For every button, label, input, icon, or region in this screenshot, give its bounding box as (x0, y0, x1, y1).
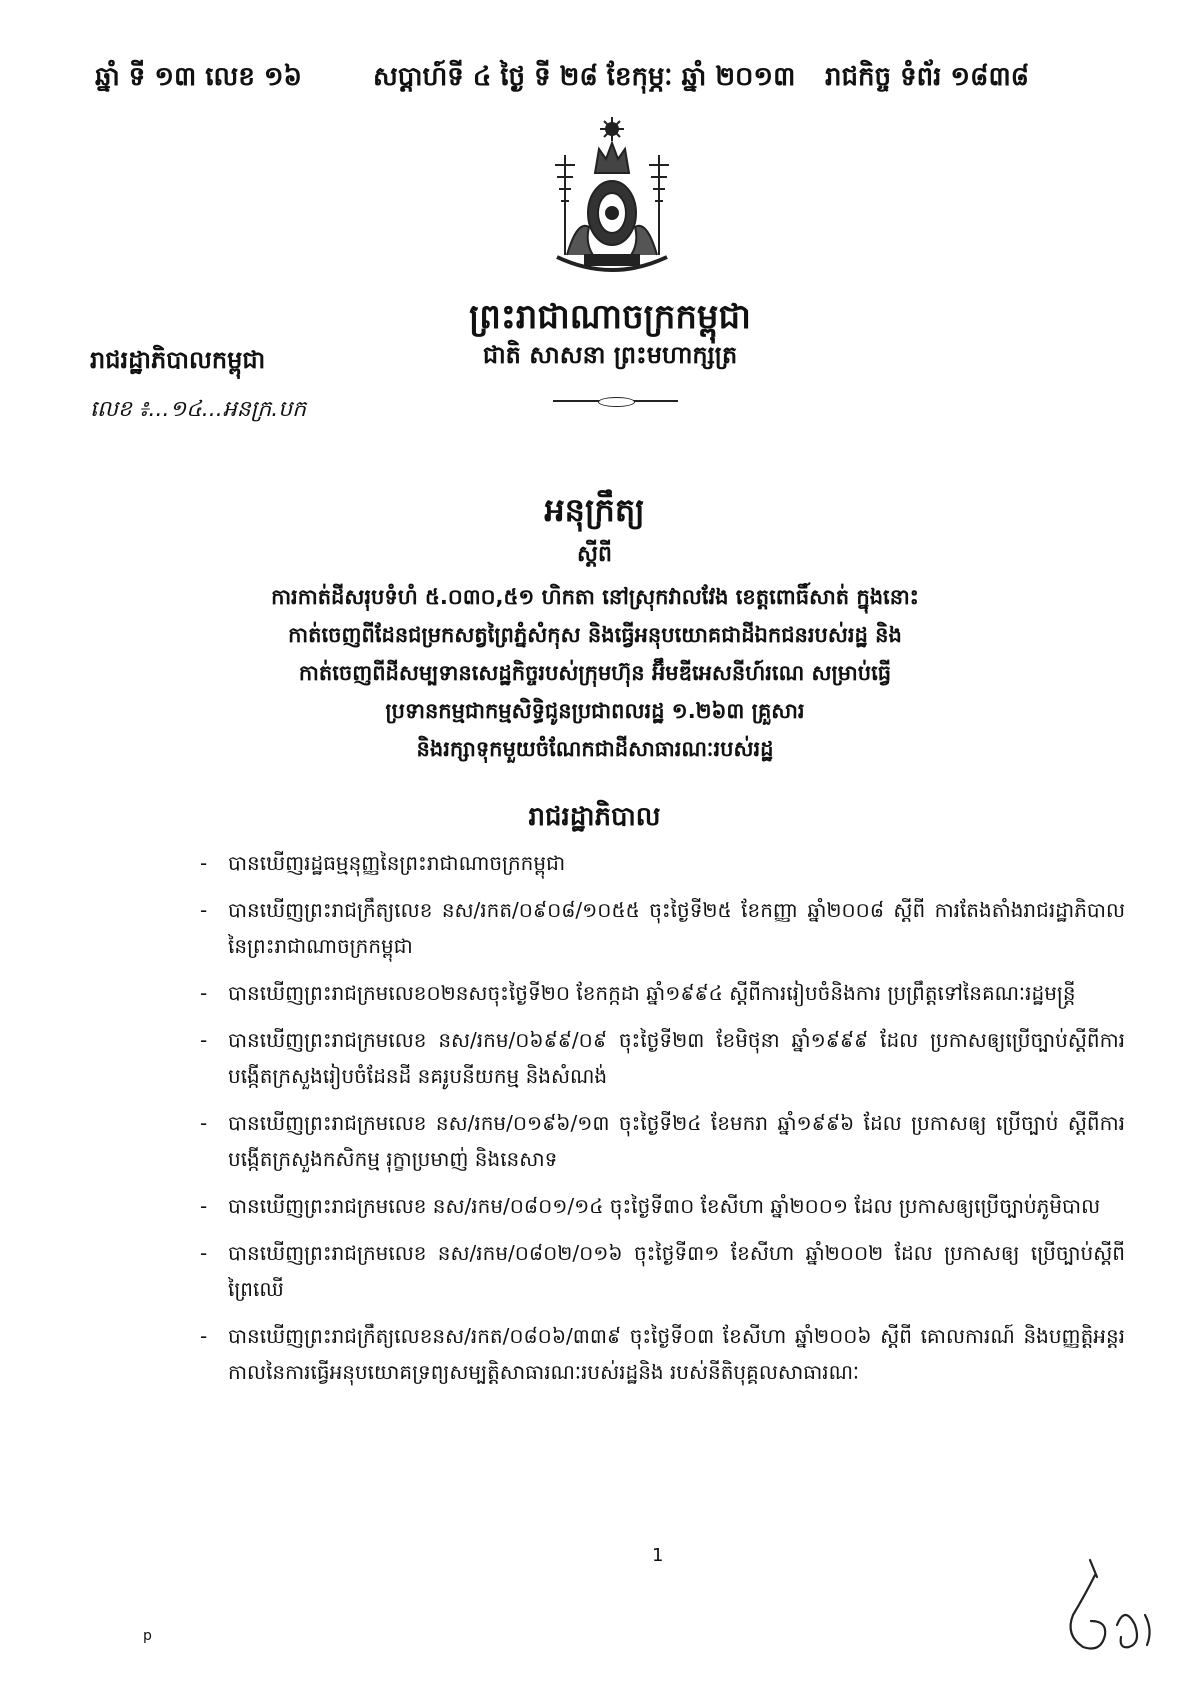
clause-text: បានឃើញព្រះរាជក្រមលេខ នស/រកម/០៨០១/១៤ ចុះថ្ងៃទី៣០ ខែសីហា ឆ្នាំ២០០១ ដែល ប្រកាសឲ្យប្រើច្បាប់ភូមិបាល (228, 1194, 1101, 1218)
national-motto: ជាតិ សាសនា ព្រះមហាក្សត្រ (482, 341, 738, 369)
gazette-header (95, 60, 1095, 100)
clause-text: បានឃើញព្រះរាជក្រឹត្យលេខនស/រកត/០៨០៦/៣៣៩ ចុះថ្ងៃទី០៣ ខែសីហា ឆ្នាំ២០០៦ ស្តីពី គោលការណ៍ និងបញ្ញត្តិអន្តរកាលនៃការធ្វើអនុបយោគទ្រព្យសម្បត្តិសាធារណៈរបស់រដ្ឋនិង របស់នីតិបុគ្គលសាធារណៈ (228, 1324, 1125, 1384)
clause-text: បានឃើញព្រះរាជក្រមលេខ នស/រកម/០៨០២/០១៦ ចុះថ្ងៃទី៣១ ខែសីហា ឆ្នាំ២០០២ ដែល ប្រកាសឲ្យ ប្រើច្បាប់ស្តីពីព្រៃឈើ (228, 1241, 1125, 1301)
list-item (200, 1318, 1125, 1390)
title-line: និងរក្សាទុកមួយចំណែកជាដីសាធារណៈរបស់រដ្ឋ (416, 737, 774, 761)
title-line: ការកាត់ដីសរុបទំហំ ៥.០៣០,៥១ ហិកតា នៅស្រុកវាលវែង ខេត្តពោធិ៍សាត់ ក្នុងនោះ (271, 585, 919, 609)
issuing-government: រាជរដ្ឋាភិបាលកម្ពុជា (90, 346, 266, 374)
document-reference-number: លេខ ៖...១៤...អនក្រ.បក (90, 397, 307, 422)
list-item (200, 975, 1125, 1011)
list-item (200, 1022, 1125, 1094)
list-item (200, 1235, 1125, 1307)
document-type-heading: អនុក្រឹត្យ (544, 491, 645, 529)
dash-marker: - (200, 1028, 208, 1052)
dash-marker: - (200, 1324, 208, 1348)
dash-marker: - (200, 1241, 208, 1265)
list-item (200, 1188, 1125, 1224)
gazette-issue: ឆ្នាំ ទី ១៣ លេខ ១៦ (95, 62, 302, 92)
preamble-clauses (200, 845, 1125, 1401)
list-item (200, 892, 1125, 964)
royal-coat-of-arms-icon (537, 115, 687, 285)
clause-text: បានឃើញព្រះរាជក្រមលេខ នស/រកម/០១៩៦/១៣ ចុះថ្ងៃទី២៤ ខែមករា ឆ្នាំ១៩៩៦ ដែល ប្រកាសឲ្យ ប្រើច្បាប់ ស្តីពីការបង្កើតក្រសួងកសិកម្ម រុក្ខាប្រមាញ់ និងនេសាទ (228, 1111, 1125, 1171)
title-line: កាត់ចេញពីដីសម្បទានសេដ្ឋកិច្ចរបស់ក្រុមហ៊ុន អ៊ឹមឌីអេសនីហ៍រណេ សម្រាប់ធ្វើ (298, 661, 892, 685)
document-title (190, 578, 1000, 768)
list-item (200, 845, 1125, 881)
title-line: ប្រទានកម្មជាកម្មសិទ្ធិជូនប្រជាពលរដ្ឋ ១.២៦៣ គ្រួសារ (385, 699, 805, 723)
government-heading: រាជរដ្ឋាភិបាល (528, 802, 661, 832)
dash-marker: - (200, 981, 208, 1005)
page-number: 1 (652, 1545, 664, 1566)
gazette-date: សប្តាហ៍ទី ៤ ថ្ងៃ ទី ២៨ ខែកុម្ភៈ ឆ្នាំ ២០១៣ (373, 62, 796, 92)
kingdom-title: ព្រះរាជាណាចក្រកម្ពុជា (469, 297, 751, 337)
dash-marker: - (200, 1194, 208, 1218)
dash-marker: - (200, 1111, 208, 1135)
clause-text: បានឃើញព្រះរាជក្រមលេខ នស/រកម/០៦៩៩/០៩ ចុះថ្ងៃទី២៣ ខែមិថុនា ឆ្នាំ១៩៩៩ ដែល ប្រកាសឲ្យប្រើច្បាប់ស្តីពីការបង្កើតក្រសួងរៀបចំដែនដី នគរូបនីយកម្ម និងសំណង់ (228, 1028, 1125, 1088)
title-line: កាត់ចេញពីដែនជម្រកសត្វព្រៃភ្នំសំកុស និងធ្វើអនុបយោគជាដីឯកជនរបស់រដ្ឋ និង (288, 623, 902, 647)
clause-text: បានឃើញព្រះរាជក្រមលេខ០២នសចុះថ្ងៃទី២០ ខែកក្កដា ឆ្នាំ១៩៩៤ ស្តីពីការរៀបចំនិងការ ប្រព្រឹត្តទៅនៃគណៈរដ្ឋមន្ត្រី (228, 981, 1076, 1005)
clause-text: បានឃើញព្រះរាជក្រឹត្យលេខ នស/រកត/០៩០៨/១០៥៥ ចុះថ្ងៃទី២៥ ខែកញ្ញា ឆ្នាំ២០០៨ ស្តីពី ការតែងតាំងរាជរដ្ឋាភិបាលនៃព្រះរាជាណាចក្រកម្ពុជា (228, 898, 1125, 958)
subject-intro: ស្តីពី (577, 542, 612, 567)
dash-marker: - (200, 851, 208, 875)
list-item (200, 1105, 1125, 1177)
dash-marker: - (200, 898, 208, 922)
clause-text: បានឃើញរដ្ឋធម្មនុញ្ញនៃព្រះរាជាណាចក្រកម្ពុជា (228, 851, 566, 875)
handwritten-initials-icon (1055, 1555, 1175, 1665)
ornamental-divider (553, 400, 678, 402)
margin-mark: p (143, 1628, 152, 1644)
gazette-page-ref: រាជកិច្ច ទំព័រ ១៨៣៨ (825, 62, 1030, 92)
